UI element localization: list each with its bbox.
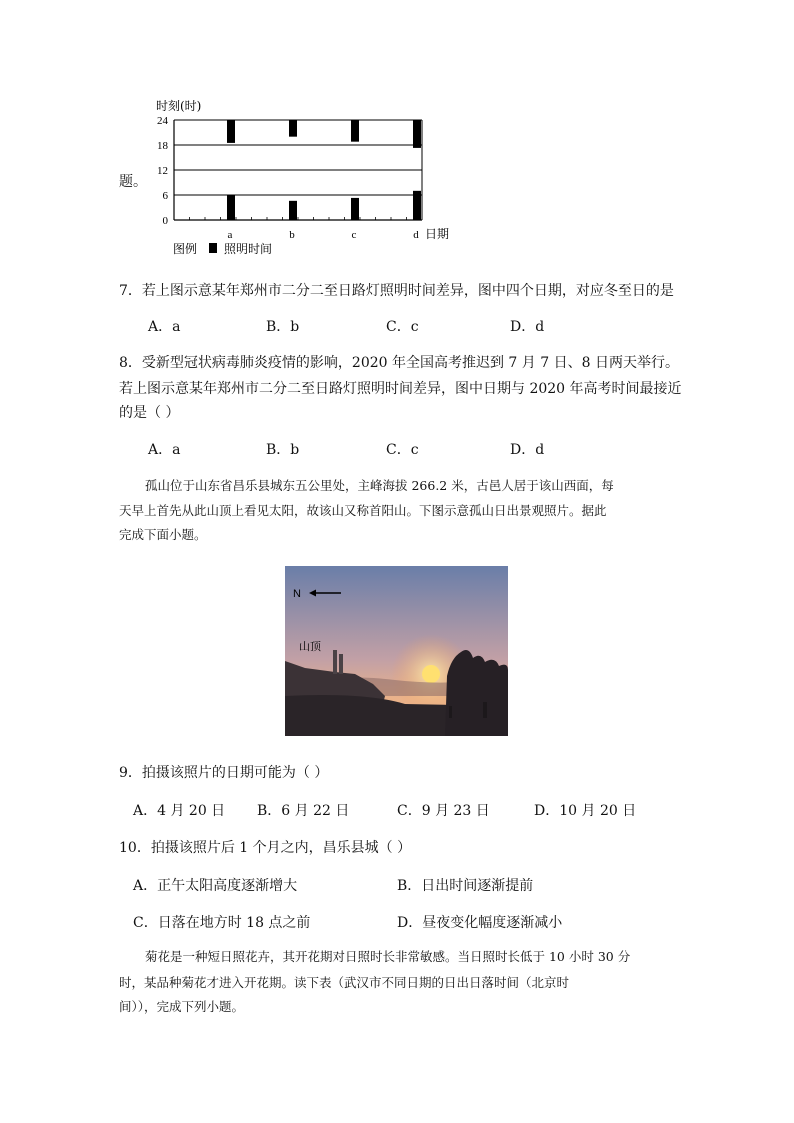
q8-option-d[interactable]: D．d — [510, 442, 545, 458]
q7-option-c[interactable]: C．c — [386, 319, 419, 335]
legend-swatch — [209, 243, 217, 253]
person-1 — [449, 706, 452, 718]
passage1-line2: 天早上首先从此山顶上看见太阳，故该山又称首阳山。下图示意孤山日出景观照片。据此 — [119, 503, 607, 518]
y-tick-label-18: 18 — [157, 140, 168, 152]
x-tick-label-a: a — [227, 229, 233, 241]
bar-evening-c — [351, 120, 359, 142]
q9-option-d[interactable]: D．10 月 20 日 — [534, 803, 637, 819]
x-tick-label-c: c — [351, 229, 357, 241]
sunrise-photo — [285, 566, 508, 736]
x-axis-label: 日期 — [425, 227, 450, 241]
bar-morning-d — [413, 191, 421, 220]
bar-morning-b — [289, 201, 297, 220]
bar-evening-b — [289, 120, 297, 137]
q8-option-b[interactable]: B．b — [266, 442, 300, 458]
q8-line3: 的是（ ） — [119, 405, 180, 421]
q7-option-a[interactable]: A．a — [148, 319, 181, 335]
lighting-time-chart — [140, 96, 460, 266]
y-tick-label-6: 6 — [162, 190, 168, 202]
passage2-line2: 时，某品种菊花才进入开花期。读下表（武汉市不同日期的日出日落时间（北京时 — [119, 975, 570, 990]
x-tick-label-d: d — [413, 229, 419, 241]
legend-label: 照明时间 — [224, 242, 273, 256]
chart-left-text: 题。 — [119, 174, 147, 190]
q8-option-a[interactable]: A．a — [148, 442, 181, 458]
q7-option-b[interactable]: B．b — [266, 319, 300, 335]
q8-line2: 若上图示意某年郑州市二分二至日路灯照明时间差异，图中日期与 2020 年高考时间最接近 — [119, 381, 682, 397]
y-tick-label-12: 12 — [157, 165, 168, 177]
q9-option-c[interactable]: C．9 月 23 日 — [397, 803, 490, 819]
person-2 — [483, 702, 487, 718]
q9-option-a[interactable]: A．4 月 20 日 — [133, 803, 226, 819]
north-label: N — [293, 588, 301, 600]
x-tick-label-b: b — [289, 229, 295, 241]
passage1-line1: 孤山位于山东省昌乐县城东五公里处，主峰海拔 266.2 米，古邑人居于该山西面，每 — [145, 478, 614, 493]
pillar-1 — [333, 650, 337, 674]
peak-label: 山顶 — [299, 640, 321, 653]
passage1-line3: 完成下面小题。 — [119, 527, 207, 542]
y-axis-label: 时刻(时) — [156, 99, 202, 113]
legend-prefix: 图例 — [173, 242, 198, 256]
pillar-2 — [339, 654, 343, 674]
y-tick-label-24: 24 — [157, 115, 168, 127]
q7-option-d[interactable]: D．d — [510, 319, 545, 335]
q10-option-a[interactable]: A．正午太阳高度逐渐增大 — [133, 878, 298, 894]
passage2-line3: 间）），完成下列小题。 — [119, 999, 245, 1014]
q8-line1: 8．受新型冠状病毒肺炎疫情的影响，2020 年全国高考推迟到 7 月 7 日、8 日两天举行。 — [119, 355, 679, 371]
q7-stem: 7．若上图示意某年郑州市二分二至日路灯照明时间差异，图中四个日期，对应冬至日的是 — [119, 283, 674, 299]
q10-option-b[interactable]: B．日出时间逐渐提前 — [397, 878, 534, 894]
q9-option-b[interactable]: B．6 月 22 日 — [257, 803, 350, 819]
bar-morning-a — [227, 195, 235, 220]
q10-option-d[interactable]: D．昼夜变化幅度逐渐减小 — [397, 915, 563, 931]
passage2-line1: 菊花是一种短日照花卉，其开花期对日照时长非常敏感。当日照时长低于 10 小时 30 分 — [145, 949, 631, 964]
bar-evening-d — [413, 120, 421, 148]
bar-morning-c — [351, 198, 359, 220]
q8-option-c[interactable]: C．c — [386, 442, 419, 458]
sun — [422, 665, 440, 683]
q9-stem: 9．拍摄该照片的日期可能为（ ） — [119, 765, 329, 781]
q10-option-c[interactable]: C．日落在地方时 18 点之前 — [133, 915, 311, 931]
bar-evening-a — [227, 120, 235, 143]
y-tick-label-0: 0 — [162, 215, 168, 227]
q10-stem: 10．拍摄该照片后 1 个月之内，昌乐县城（ ） — [119, 840, 412, 856]
